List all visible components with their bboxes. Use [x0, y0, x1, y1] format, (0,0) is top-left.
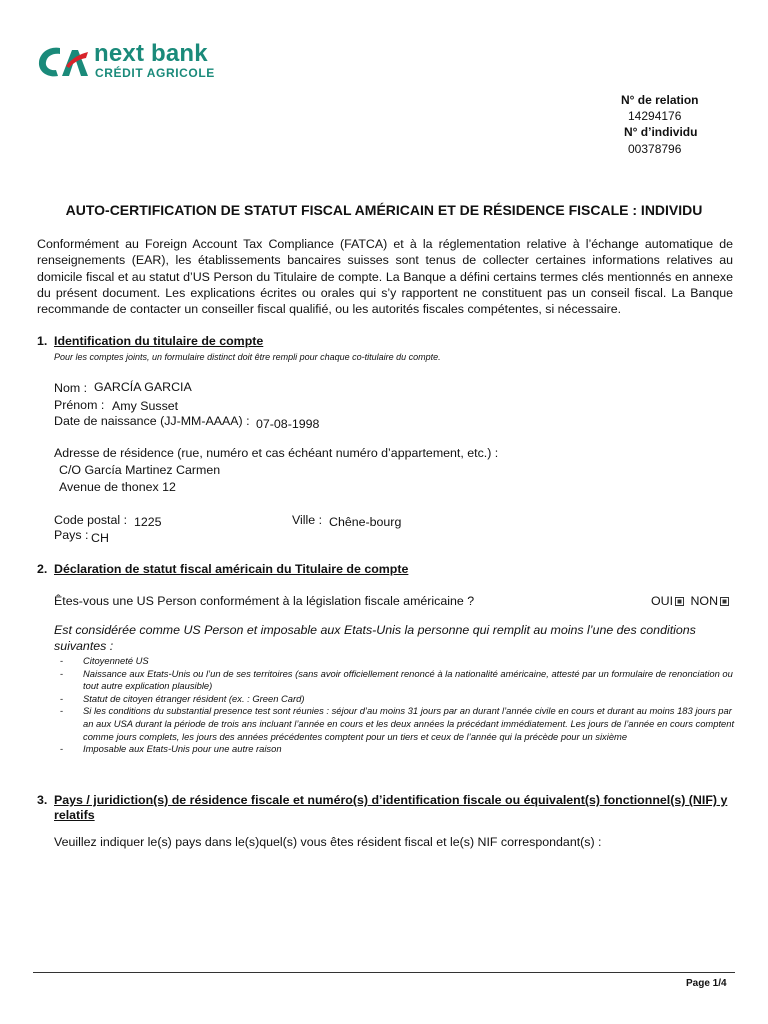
bank-logo — [36, 42, 246, 82]
dob-value: 07-08-1998 — [256, 417, 320, 431]
nom-label: Nom : — [54, 381, 88, 395]
individu-label: N° d’individu — [624, 125, 698, 139]
list-item: - Imposable aux Etats-Unis pour une autre raison — [60, 743, 282, 755]
oui-checkbox[interactable] — [675, 597, 684, 606]
list-item: - Citoyenneté US — [60, 655, 149, 666]
ville-label: Ville : — [292, 513, 323, 527]
list-item: - Naissance aux Etats-Unis ou l’un de ses territoires (sans avoir officiellement renoncé à la nationalité américaine, attesté par un formulaire de renonciation ou tout autre explication plausible) — [60, 667, 733, 692]
credit-agricole-emblem-icon — [36, 44, 90, 80]
non-checkbox[interactable] — [720, 597, 729, 606]
brand-subtitle: CRÉDIT AGRICOLE — [95, 66, 215, 80]
us-person-choice — [651, 594, 732, 608]
document-title: AUTO-CERTIFICATION DE STATUT FISCAL AMÉRICAIN ET DE RÉSIDENCE FISCALE : INDIVIDU — [65, 202, 703, 218]
section-2-heading: 2. Déclaration de statut fiscal américain du Titulaire de compte — [37, 562, 409, 576]
address-label: Adresse de résidence (rue, numéro et cas échéant numéro d’appartement, etc.) : — [54, 446, 499, 460]
list-item: - Statut de citoyen étranger résident (ex. : Green Card) — [60, 692, 305, 704]
prenom-value: Amy Susset — [112, 399, 179, 413]
brand-name: next bank — [94, 40, 208, 67]
tax-residence-instruction: Veuillez indiquer le(s) pays dans le(s)quel(s) vous êtes résident fiscal et le(s) NIF correspondant(s) : — [54, 835, 602, 849]
nom-value: GARCÍA GARCIA — [94, 380, 192, 394]
postal-value: 1225 — [134, 515, 162, 529]
individu-value: 00378796 — [628, 142, 682, 156]
address-line-1: C/O García Martinez Carmen — [59, 463, 221, 477]
footer-divider — [33, 972, 735, 973]
joint-account-note: Pour les comptes joints, un formulaire distinct doit être rempli pour chaque co-titulaire du compte. — [54, 352, 441, 362]
section-3-heading: 3. Pays / juridiction(s) de résidence fiscale et numéro(s) d’identification fiscale ou équivalent(s) fonctionnel(s) (NIF) y relatifs — [37, 793, 728, 822]
prenom-label: Prénom : — [54, 398, 105, 412]
us-person-conditions — [60, 655, 736, 756]
ville-value: Chêne-bourg — [329, 515, 402, 529]
oui-label: OUI — [651, 594, 674, 608]
section-1-heading: 1. Identification du titulaire de compte — [37, 334, 264, 348]
us-person-question: Êtes-vous une US Person conformément à la législation fiscale américaine ? — [54, 594, 475, 608]
page-number: Page 1/4 — [686, 978, 727, 989]
pays-value: CH — [91, 531, 109, 545]
non-label: NON — [690, 594, 719, 608]
address-line-2: Avenue de thonex 12 — [59, 480, 176, 494]
pays-label: Pays : — [54, 528, 89, 542]
list-item: - Si les conditions du substantial presence test sont réunies : séjour d’au moins 31 jours par an durant l’année civile en cours et durant au moins 183 jours par an aux USA durant la période de trois ans incluant l’année en cours et les deux années la précédant immédiatement. Les jours de l’année en cours comptent comme jours complets, les jours des années précédentes comptent pour un tiers et ceux de l’année qui la précède pour un sixième — [60, 705, 735, 742]
relation-value: 14294176 — [628, 109, 682, 123]
dob-label: Date de naissance (JJ-MM-AAAA) : — [54, 414, 250, 428]
postal-label: Code postal : — [54, 513, 128, 527]
us-person-definition: Est considérée comme US Person et imposable aux Etats-Unis la personne qui remplit au moins l’une des conditions suivantes : — [54, 623, 696, 653]
relation-label: N° de relation — [621, 93, 699, 107]
intro-paragraph: Conformément au Foreign Account Tax Compliance (FATCA) et à la réglementation relative à l’échange automatique de renseignements (EAR), les établissements bancaires suisses sont tenus de collecter certaines informations relatives au domicile fiscal et au statut d’US Person du Titulaire de compte. La Banque a défini certains termes clés mentionnés en annexe du présent document. Les explications écrites ou orales qui s’y rapportent ne constituent pas un conseil fiscal. La Banque recommande de contacter un conseiller fiscal qualifié, ou les autorités fiscales compétentes, si nécessaire. — [37, 237, 733, 317]
